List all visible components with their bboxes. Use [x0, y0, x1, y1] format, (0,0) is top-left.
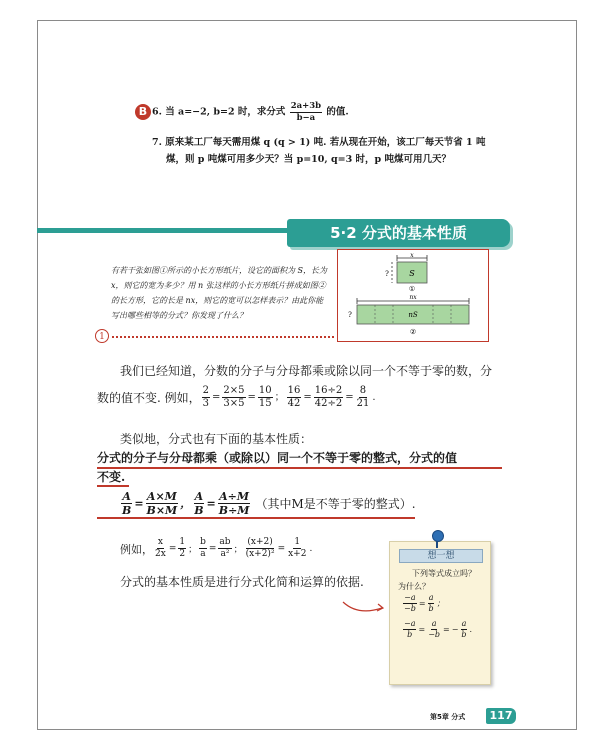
math-operator: =: [303, 391, 312, 403]
arrow-icon: [340, 590, 390, 620]
math-operator: =: [134, 496, 144, 510]
rectangles-figure: [337, 249, 489, 342]
fraction-denominator: 15: [258, 398, 272, 409]
fraction: [428, 594, 435, 613]
math-operator: .: [372, 391, 376, 403]
fraction-numerator: 1: [294, 537, 301, 547]
fraction: [258, 386, 273, 409]
think-note-title: 想一想: [399, 549, 483, 563]
exercise-6-fraction: [290, 102, 322, 122]
fraction-numerator: a: [461, 619, 467, 628]
intro-dotted-line: [112, 336, 334, 338]
math-operator: =: [345, 391, 354, 403]
exercise-6-text-before: . 当 a=−2, b=2 时，求分式: [158, 106, 286, 118]
fraction: [287, 386, 302, 409]
exercise-7-line1: 7. 原来某工厂每天需用煤 q (q > 1) 吨. 若从现在开始，该工厂每天节省 1 吨: [152, 137, 486, 148]
fraction: [146, 491, 179, 516]
think-note-expression-1: [402, 594, 446, 613]
fraction-numerator: b: [200, 537, 206, 547]
formula-expression: [120, 491, 251, 516]
fraction: [427, 620, 441, 639]
fraction-denominator: a²: [220, 549, 230, 559]
fraction-numerator: x: [157, 537, 163, 547]
fraction-numerator: 10: [258, 385, 272, 396]
math-operator: ；: [233, 545, 243, 555]
math-operator: =: [247, 391, 256, 403]
think-note-expr2: [402, 620, 473, 639]
fraction: [222, 386, 245, 409]
fraction-numerator: 8: [359, 385, 367, 396]
fraction: [193, 491, 204, 516]
fraction: [287, 538, 307, 559]
fraction: [403, 620, 416, 639]
exercise-6: [152, 102, 349, 122]
intro-paragraph: 有若干张如图①所示的小长方形纸片，设它的面积为 S，长为 x，则它的宽为多少？用 n 张这样的小长方形纸片拼成如图②的长方形，它的长是 nx，则它的宽可以怎样表示？由此你能写出哪些相等的分式？你发现了什么？: [111, 266, 328, 320]
examples-prefix: 例如，: [120, 542, 153, 556]
fraction-numerator: 1: [179, 537, 186, 547]
exercise-6-text-after: 的值.: [323, 106, 349, 118]
paragraph-1-prefix: 数的值不变. 例如，: [97, 390, 201, 405]
label-S: S: [409, 269, 415, 278]
fraction: [314, 386, 343, 409]
section-title: 5·2 分式的基本性质: [287, 219, 510, 247]
think-note-expression-2: [402, 620, 473, 639]
math-operator: =: [212, 391, 221, 403]
fraction-numerator: ab: [219, 537, 231, 547]
fraction: [460, 620, 467, 639]
paragraph-1-line2: [97, 386, 377, 409]
think-note-expr1: [402, 594, 446, 613]
fraction-numerator: 16: [287, 385, 301, 396]
fraction-denominator: a: [200, 549, 206, 559]
fraction-numerator: a: [431, 619, 437, 628]
fraction-denominator: b: [428, 604, 434, 613]
label-figure-2: ②: [409, 328, 417, 336]
exercise-6-numerator: 2a+3b: [290, 101, 322, 111]
fraction-numerator: 2: [202, 385, 210, 396]
label-nS: nS: [408, 311, 418, 319]
fraction-denominator: (x+2)²: [245, 549, 275, 559]
fraction-denominator: 42÷2: [314, 398, 343, 409]
fraction: [356, 386, 371, 409]
fraction-numerator: −a: [404, 619, 416, 628]
math-operator: ；: [436, 599, 445, 608]
fraction-numerator: 16÷2: [314, 385, 343, 396]
label-figure-1: ①: [408, 285, 416, 293]
think-note-q2: 为什么？: [398, 582, 430, 591]
fraction: [202, 386, 210, 409]
examples-expression: [153, 538, 313, 559]
fraction-denominator: B×M: [146, 503, 178, 517]
fraction-numerator: A÷M: [219, 489, 250, 503]
pushpin-icon: [432, 530, 444, 542]
fraction: [218, 538, 231, 559]
fraction-denominator: 3×5: [223, 398, 245, 409]
fraction-numerator: 2×5: [223, 385, 245, 396]
exercise-6-number: 6: [152, 106, 159, 118]
intro-marker: 1: [95, 329, 109, 343]
math-operator: ；: [188, 545, 198, 555]
rule-line2: 不变.: [97, 470, 126, 484]
basic-property-formula: [120, 486, 416, 520]
exercise-7-line2: 煤，则 p 吨煤可用多少天？当 p=10, q=3 时，p 吨煤可用几天？: [166, 154, 451, 165]
chapter-label: 第5章 分式: [430, 713, 466, 721]
label-question-2: ?: [348, 311, 352, 319]
fraction: [178, 538, 186, 559]
exercise-6-denominator: b−a: [296, 112, 316, 123]
fraction-denominator: x+2: [288, 549, 307, 559]
think-note-q1: 下列等式成立吗？: [412, 569, 476, 578]
rule-statement: [97, 447, 502, 469]
math-operator: .: [469, 625, 473, 634]
fraction-numerator: a: [428, 593, 434, 602]
math-operator: =: [206, 496, 216, 510]
fraction-numerator: A: [194, 489, 204, 503]
fraction: [199, 538, 207, 559]
formula-underline: [97, 517, 415, 519]
math-operator: ，: [180, 497, 192, 510]
fraction-denominator: b: [407, 630, 413, 639]
math-operator: =: [208, 543, 217, 554]
fraction-example-expression: [201, 386, 377, 409]
b-level-badge: B: [135, 104, 151, 120]
formula-note: （其中M是不等于零的整式）.: [255, 496, 416, 511]
fraction-denominator: 3: [202, 398, 210, 409]
fraction-numerator: A×M: [146, 489, 177, 503]
math-operator: =: [418, 599, 426, 608]
math-operator: =: [443, 625, 450, 634]
examples-line: [120, 538, 313, 559]
rule-line1: 分式的分子与分母都乘（或除以）同一个不等于零的整式，分式的值: [97, 451, 458, 465]
math-operator: .: [309, 543, 313, 554]
math-operator: ；: [274, 391, 285, 403]
exercise-7: [152, 134, 497, 168]
math-operator: =: [418, 625, 426, 634]
fraction: [121, 491, 132, 516]
fraction: [218, 491, 251, 516]
fraction-denominator: 21: [356, 398, 370, 409]
math-operator: =: [168, 543, 177, 554]
fraction-denominator: b: [461, 630, 467, 639]
fraction-denominator: B÷M: [218, 503, 250, 517]
fraction: [245, 538, 276, 559]
rule-underline-1: [97, 467, 502, 469]
section-rule: [37, 228, 287, 233]
math-operator: −: [451, 625, 459, 634]
fraction-denominator: 42: [287, 398, 301, 409]
paragraph-2-line1: 类似地，分式也有下面的基本性质：: [120, 432, 313, 446]
fraction-numerator: (x+2): [247, 537, 273, 547]
page-number: 117: [486, 708, 516, 724]
fraction-denominator: B: [194, 503, 204, 517]
math-operator: =: [277, 543, 286, 554]
fraction-numerator: A: [122, 489, 131, 503]
fraction-denominator: −b: [428, 630, 441, 639]
fraction-denominator: −b: [404, 604, 416, 613]
label-nx: nx: [409, 294, 417, 301]
fraction: [154, 538, 167, 559]
paragraph-3: 分式的基本性质是进行分式化简和运算的依据.: [120, 575, 364, 589]
fraction-denominator: B: [122, 503, 132, 517]
label-question-1: ?: [385, 270, 389, 278]
fraction: [403, 594, 417, 613]
fraction-denominator: 2x: [155, 549, 166, 559]
fraction-denominator: 2: [179, 549, 186, 559]
fraction-numerator: −a: [404, 593, 416, 602]
label-x: x: [410, 252, 414, 259]
paragraph-1-line1: 我们已经知道，分数的分子与分母都乘或除以同一个不等于零的数，分: [120, 364, 493, 378]
